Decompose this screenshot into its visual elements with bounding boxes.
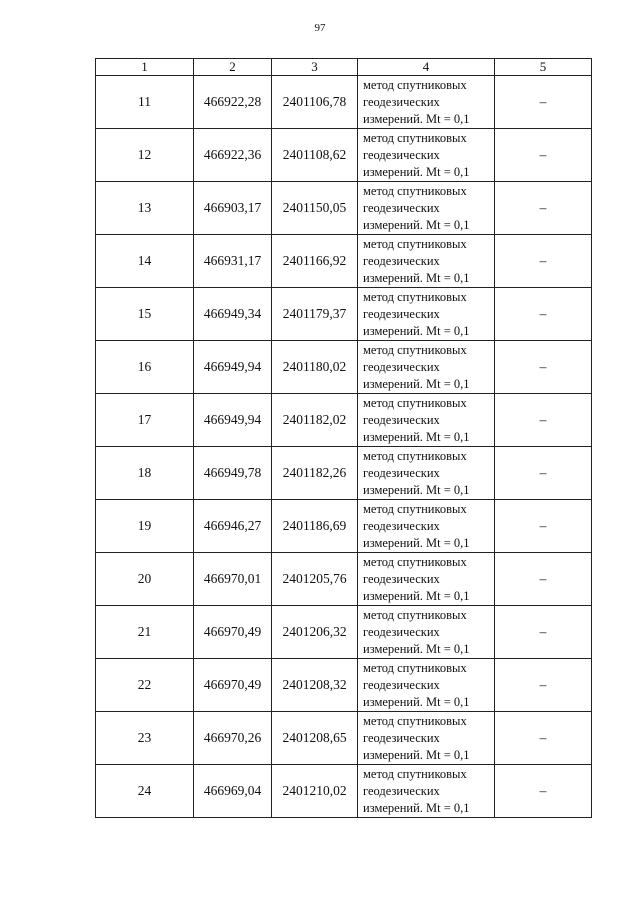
method-line-1: метод спутниковых bbox=[363, 289, 467, 304]
method-line-1: метод спутниковых bbox=[363, 395, 467, 410]
y-coordinate-cell: 2401179,37 bbox=[272, 288, 358, 341]
method-cell bbox=[358, 500, 495, 553]
column-5-cell: – bbox=[495, 341, 592, 394]
table-row bbox=[96, 288, 592, 341]
table-header-row bbox=[96, 59, 592, 76]
page-number: 97 bbox=[314, 22, 326, 34]
method-line-2: геодезических bbox=[363, 147, 440, 162]
method-line-2: геодезических bbox=[363, 783, 440, 798]
method-line-3: измерений. Mt = 0,1 bbox=[363, 747, 470, 762]
point-number-cell: 16 bbox=[96, 341, 194, 394]
x-coordinate-cell: 466922,28 bbox=[194, 76, 272, 129]
method-line-3: измерений. Mt = 0,1 bbox=[363, 641, 470, 656]
method-line-1: метод спутниковых bbox=[363, 607, 467, 622]
method-cell bbox=[358, 606, 495, 659]
method-cell bbox=[358, 341, 495, 394]
method-line-3: измерений. Mt = 0,1 bbox=[363, 270, 470, 285]
table-row bbox=[96, 341, 592, 394]
point-number-cell: 22 bbox=[96, 659, 194, 712]
column-header-2: 2 bbox=[194, 59, 272, 76]
column-5-cell: – bbox=[495, 394, 592, 447]
x-coordinate-cell: 466969,04 bbox=[194, 765, 272, 818]
y-coordinate-cell: 2401180,02 bbox=[272, 341, 358, 394]
x-coordinate-cell: 466903,17 bbox=[194, 182, 272, 235]
method-line-2: геодезических bbox=[363, 730, 440, 745]
method-cell bbox=[358, 447, 495, 500]
method-line-3: измерений. Mt = 0,1 bbox=[363, 588, 470, 603]
method-line-2: геодезических bbox=[363, 359, 440, 374]
column-5-cell: – bbox=[495, 288, 592, 341]
method-line-3: измерений. Mt = 0,1 bbox=[363, 376, 470, 391]
method-cell bbox=[358, 712, 495, 765]
y-coordinate-cell: 2401186,69 bbox=[272, 500, 358, 553]
method-line-2: геодезических bbox=[363, 412, 440, 427]
table-row bbox=[96, 235, 592, 288]
column-5-cell: – bbox=[495, 500, 592, 553]
method-cell bbox=[358, 765, 495, 818]
y-coordinate-cell: 2401108,62 bbox=[272, 129, 358, 182]
table-row bbox=[96, 765, 592, 818]
column-header-4: 4 bbox=[358, 59, 495, 76]
method-line-1: метод спутниковых bbox=[363, 130, 467, 145]
method-line-2: геодезических bbox=[363, 518, 440, 533]
column-5-cell: – bbox=[495, 659, 592, 712]
table-body bbox=[96, 76, 592, 818]
column-5-cell: – bbox=[495, 447, 592, 500]
point-number-cell: 15 bbox=[96, 288, 194, 341]
x-coordinate-cell: 466970,01 bbox=[194, 553, 272, 606]
point-number-cell: 18 bbox=[96, 447, 194, 500]
point-number-cell: 12 bbox=[96, 129, 194, 182]
table-row bbox=[96, 76, 592, 129]
coordinates-table bbox=[95, 58, 592, 818]
method-cell bbox=[358, 76, 495, 129]
point-number-cell: 23 bbox=[96, 712, 194, 765]
x-coordinate-cell: 466949,34 bbox=[194, 288, 272, 341]
method-line-3: измерений. Mt = 0,1 bbox=[363, 323, 470, 338]
method-line-1: метод спутниковых bbox=[363, 713, 467, 728]
y-coordinate-cell: 2401210,02 bbox=[272, 765, 358, 818]
method-line-3: измерений. Mt = 0,1 bbox=[363, 217, 470, 232]
x-coordinate-cell: 466931,17 bbox=[194, 235, 272, 288]
method-line-2: геодезических bbox=[363, 253, 440, 268]
x-coordinate-cell: 466949,94 bbox=[194, 394, 272, 447]
column-header-5: 5 bbox=[495, 59, 592, 76]
y-coordinate-cell: 2401150,05 bbox=[272, 182, 358, 235]
point-number-cell: 21 bbox=[96, 606, 194, 659]
column-5-cell: – bbox=[495, 129, 592, 182]
point-number-cell: 24 bbox=[96, 765, 194, 818]
table-row bbox=[96, 500, 592, 553]
method-line-1: метод спутниковых bbox=[363, 77, 467, 92]
point-number-cell: 19 bbox=[96, 500, 194, 553]
method-cell bbox=[358, 235, 495, 288]
method-line-3: измерений. Mt = 0,1 bbox=[363, 800, 470, 815]
table-row bbox=[96, 182, 592, 235]
method-line-1: метод спутниковых bbox=[363, 342, 467, 357]
method-line-2: геодезических bbox=[363, 571, 440, 586]
method-line-2: геодезических bbox=[363, 465, 440, 480]
method-line-3: измерений. Mt = 0,1 bbox=[363, 164, 470, 179]
y-coordinate-cell: 2401106,78 bbox=[272, 76, 358, 129]
y-coordinate-cell: 2401182,26 bbox=[272, 447, 358, 500]
column-5-cell: – bbox=[495, 235, 592, 288]
method-line-2: геодезических bbox=[363, 200, 440, 215]
method-line-3: измерений. Mt = 0,1 bbox=[363, 694, 470, 709]
column-header-3: 3 bbox=[272, 59, 358, 76]
point-number-cell: 14 bbox=[96, 235, 194, 288]
x-coordinate-cell: 466946,27 bbox=[194, 500, 272, 553]
column-5-cell: – bbox=[495, 76, 592, 129]
method-line-2: геодезических bbox=[363, 677, 440, 692]
table-row bbox=[96, 394, 592, 447]
method-line-1: метод спутниковых bbox=[363, 448, 467, 463]
table-row bbox=[96, 447, 592, 500]
x-coordinate-cell: 466970,49 bbox=[194, 606, 272, 659]
method-cell bbox=[358, 394, 495, 447]
column-header-1: 1 bbox=[96, 59, 194, 76]
method-line-1: метод спутниковых bbox=[363, 766, 467, 781]
table-row bbox=[96, 606, 592, 659]
x-coordinate-cell: 466970,49 bbox=[194, 659, 272, 712]
method-cell bbox=[358, 288, 495, 341]
method-line-1: метод спутниковых bbox=[363, 554, 467, 569]
table-row bbox=[96, 553, 592, 606]
column-5-cell: – bbox=[495, 765, 592, 818]
method-cell bbox=[358, 129, 495, 182]
method-cell bbox=[358, 182, 495, 235]
x-coordinate-cell: 466922,36 bbox=[194, 129, 272, 182]
y-coordinate-cell: 2401182,02 bbox=[272, 394, 358, 447]
method-cell bbox=[358, 659, 495, 712]
table-row bbox=[96, 129, 592, 182]
y-coordinate-cell: 2401205,76 bbox=[272, 553, 358, 606]
method-line-3: измерений. Mt = 0,1 bbox=[363, 111, 470, 126]
point-number-cell: 17 bbox=[96, 394, 194, 447]
method-line-2: геодезических bbox=[363, 94, 440, 109]
method-line-1: метод спутниковых bbox=[363, 501, 467, 516]
method-line-3: измерений. Mt = 0,1 bbox=[363, 535, 470, 550]
column-5-cell: – bbox=[495, 606, 592, 659]
point-number-cell: 13 bbox=[96, 182, 194, 235]
method-cell bbox=[358, 553, 495, 606]
method-line-2: геодезических bbox=[363, 306, 440, 321]
y-coordinate-cell: 2401208,65 bbox=[272, 712, 358, 765]
method-line-1: метод спутниковых bbox=[363, 183, 467, 198]
x-coordinate-cell: 466949,78 bbox=[194, 447, 272, 500]
method-line-3: измерений. Mt = 0,1 bbox=[363, 429, 470, 444]
column-5-cell: – bbox=[495, 182, 592, 235]
table-row bbox=[96, 659, 592, 712]
x-coordinate-cell: 466970,26 bbox=[194, 712, 272, 765]
table-row bbox=[96, 712, 592, 765]
x-coordinate-cell: 466949,94 bbox=[194, 341, 272, 394]
y-coordinate-cell: 2401206,32 bbox=[272, 606, 358, 659]
method-line-3: измерений. Mt = 0,1 bbox=[363, 482, 470, 497]
method-line-1: метод спутниковых bbox=[363, 660, 467, 675]
y-coordinate-cell: 2401166,92 bbox=[272, 235, 358, 288]
column-5-cell: – bbox=[495, 712, 592, 765]
column-5-cell: – bbox=[495, 553, 592, 606]
method-line-1: метод спутниковых bbox=[363, 236, 467, 251]
point-number-cell: 11 bbox=[96, 76, 194, 129]
point-number-cell: 20 bbox=[96, 553, 194, 606]
y-coordinate-cell: 2401208,32 bbox=[272, 659, 358, 712]
method-line-2: геодезических bbox=[363, 624, 440, 639]
